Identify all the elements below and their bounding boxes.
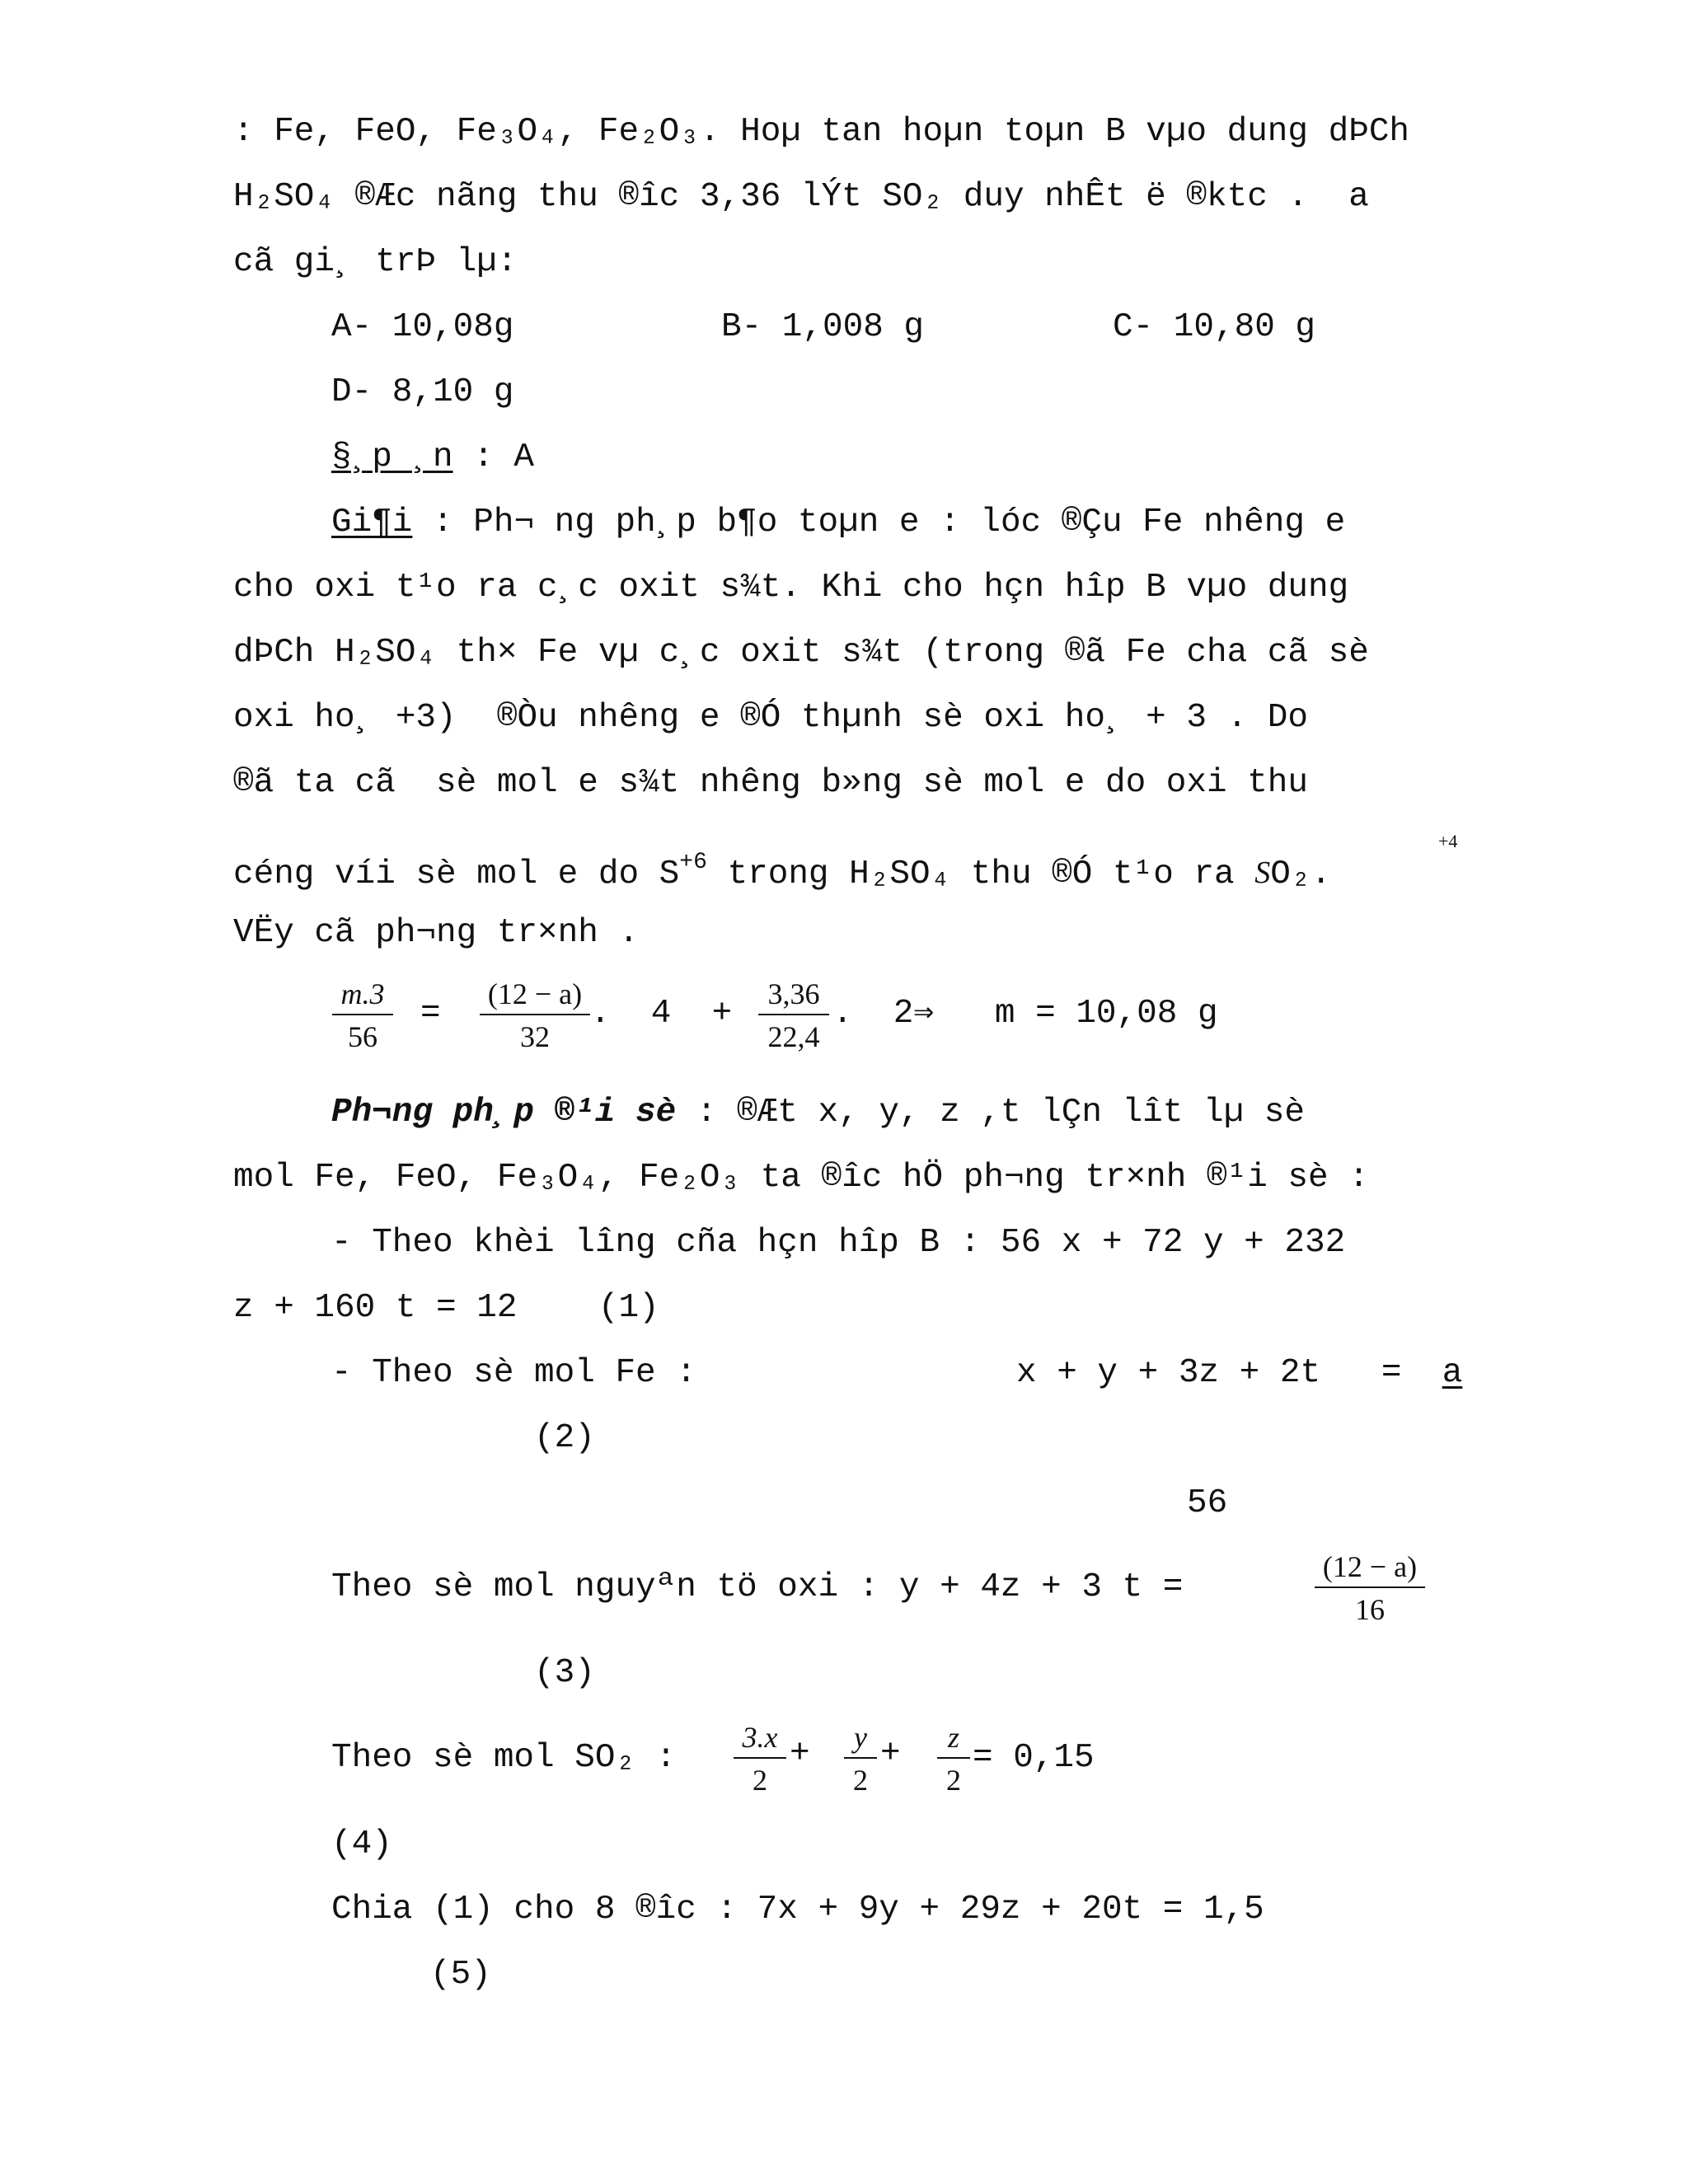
denominator: 2 [734, 1757, 786, 1795]
solution-text-1: : Ph¬ ng ph¸p b¶o toµn e : lóc ®Çu Fe nhêng e [412, 504, 1346, 541]
text-line-2: H₂SO₄ ®Æc nãng thu ®îc 3,36 lÝt SO₂ duy nhÊt ë ®ktc . a [233, 178, 1369, 216]
option-d: D- 8,10 g [331, 373, 514, 411]
fraction-z-over-2 [937, 1722, 970, 1795]
equation-number-3: (3) [534, 1654, 595, 1692]
fraction-12a-over-16 [1315, 1552, 1425, 1624]
sulfur-symbol: S [1254, 855, 1271, 890]
fraction-12a-over-32 [480, 979, 590, 1052]
method-line-so2: Theo sè mol SO₂ : [331, 1739, 677, 1777]
method-line-1 [331, 1096, 1305, 1130]
method-line-oxygen: Theo sè mol nguyªn tö oxi : y + 4z + 3 t = [331, 1568, 1184, 1606]
method-title: Ph¬ng ph¸p ®¹i sè [331, 1094, 677, 1132]
denominator: 2 [844, 1757, 877, 1795]
numerator: 3.x [742, 1721, 778, 1754]
option-b: B- 1,008 g [721, 308, 925, 346]
solution-line-6 [233, 851, 1331, 892]
answer-value: : A [452, 438, 535, 476]
solution-label: Gi¶i [331, 504, 413, 541]
fraction-3x-over-2 [734, 1722, 786, 1795]
method-text-1: : ®Æt x, y, z ,t lÇn lît lµ sè [676, 1094, 1306, 1132]
solution-line-1 [331, 506, 1345, 540]
denominator: 32 [480, 1014, 590, 1052]
equals-sign: = [420, 995, 441, 1033]
fraction-m3-over-56 [332, 979, 393, 1052]
equation-number-2: (2) [534, 1419, 595, 1457]
method-line-2: mol Fe, FeO, Fe₃O₄, Fe₂O₃ ta ®îc hÖ ph¬ng tr×nh ®¹i sè : [233, 1159, 1369, 1197]
solution-line-5: ®ã ta cã sè mol e s¾t nhêng b»ng sè mol e do oxi thu [233, 764, 1309, 802]
method-line-4: z + 160 t = 12 (1) [233, 1289, 659, 1327]
text-line-1: : Fe, FeO, Fe₃O₄, Fe₂O₃. Hoµ tan hoµn toµn B vµo dung dÞCh [233, 113, 1410, 151]
numerator: (12 − a) [1322, 1550, 1418, 1583]
denominator: 22,4 [758, 1014, 829, 1052]
equation-number-5: (5) [430, 1956, 491, 1994]
method-line-5a: - Theo sè mol Fe : [331, 1354, 696, 1392]
denominator: 2 [937, 1757, 970, 1795]
eq1-middle: . 4 + [590, 995, 733, 1033]
plus-sign-2: + [880, 1735, 901, 1773]
solution-text-6a: céng víi sè mol e do S [233, 855, 680, 893]
option-a: A- 10,08g [331, 308, 514, 346]
numerator: z [947, 1721, 959, 1754]
solution-line-7: VËy cã ph¬ng tr×nh . [233, 914, 640, 952]
denominator: 16 [1315, 1586, 1425, 1624]
text-line-3: cã gi¸ trÞ lµ: [233, 243, 518, 281]
numerator: m.3 [340, 977, 385, 1010]
superscript-plus4: +4 [1438, 831, 1458, 851]
equation-2-lhs: x + y + 3z + 2t = [1016, 1354, 1442, 1392]
method-line-3: - Theo khèi lîng cña hçn hîp B : 56 x + 72 y + 232 [331, 1224, 1346, 1262]
numerator: 3,36 [767, 977, 820, 1010]
superscript-plus6: +6 [679, 850, 707, 875]
answer-line [331, 438, 535, 476]
solution-line-3: dÞCh H₂SO₄ th× Fe vµ c¸c oxit s¾t (trong ®ã Fe cha cã sè [233, 634, 1369, 672]
denominator: 56 [332, 1014, 393, 1052]
numerator: (12 − a) [487, 977, 583, 1010]
answer-label: §¸p ¸n [331, 438, 453, 476]
fraction-336-over-224 [758, 979, 829, 1052]
equation-2-rhs: a [1442, 1354, 1463, 1392]
denominator-56: 56 [1187, 1484, 1228, 1522]
solution-line-4: oxi ho¸ +3) ®Òu nhêng e ®Ó thµnh sè oxi ho¸ + 3 . Do [233, 699, 1309, 737]
equation-number-4: (4) [331, 1825, 392, 1863]
fraction-y-over-2 [844, 1722, 877, 1795]
method-line-5b [1016, 1354, 1463, 1392]
so2-equation-result: = 0,15 [973, 1739, 1095, 1777]
option-c: C- 10,80 g [1113, 308, 1316, 346]
solution-text-6b: trong H₂SO₄ thu ®Ó t¹o ra [706, 855, 1255, 893]
plus-sign-1: + [790, 1735, 810, 1773]
method-line-divide: Chia (1) cho 8 ®îc : 7x + 9y + 29z + 20t = 1,5 [331, 1891, 1264, 1929]
numerator: y [854, 1721, 867, 1754]
solution-line-2: cho oxi t¹o ra c¸c oxit s¾t. Khi cho hçn hîp B vµo dung [233, 569, 1349, 607]
solution-text-6c: O₂. [1270, 855, 1332, 893]
eq1-tail: . 2⇒ m = 10,08 g [832, 995, 1218, 1033]
